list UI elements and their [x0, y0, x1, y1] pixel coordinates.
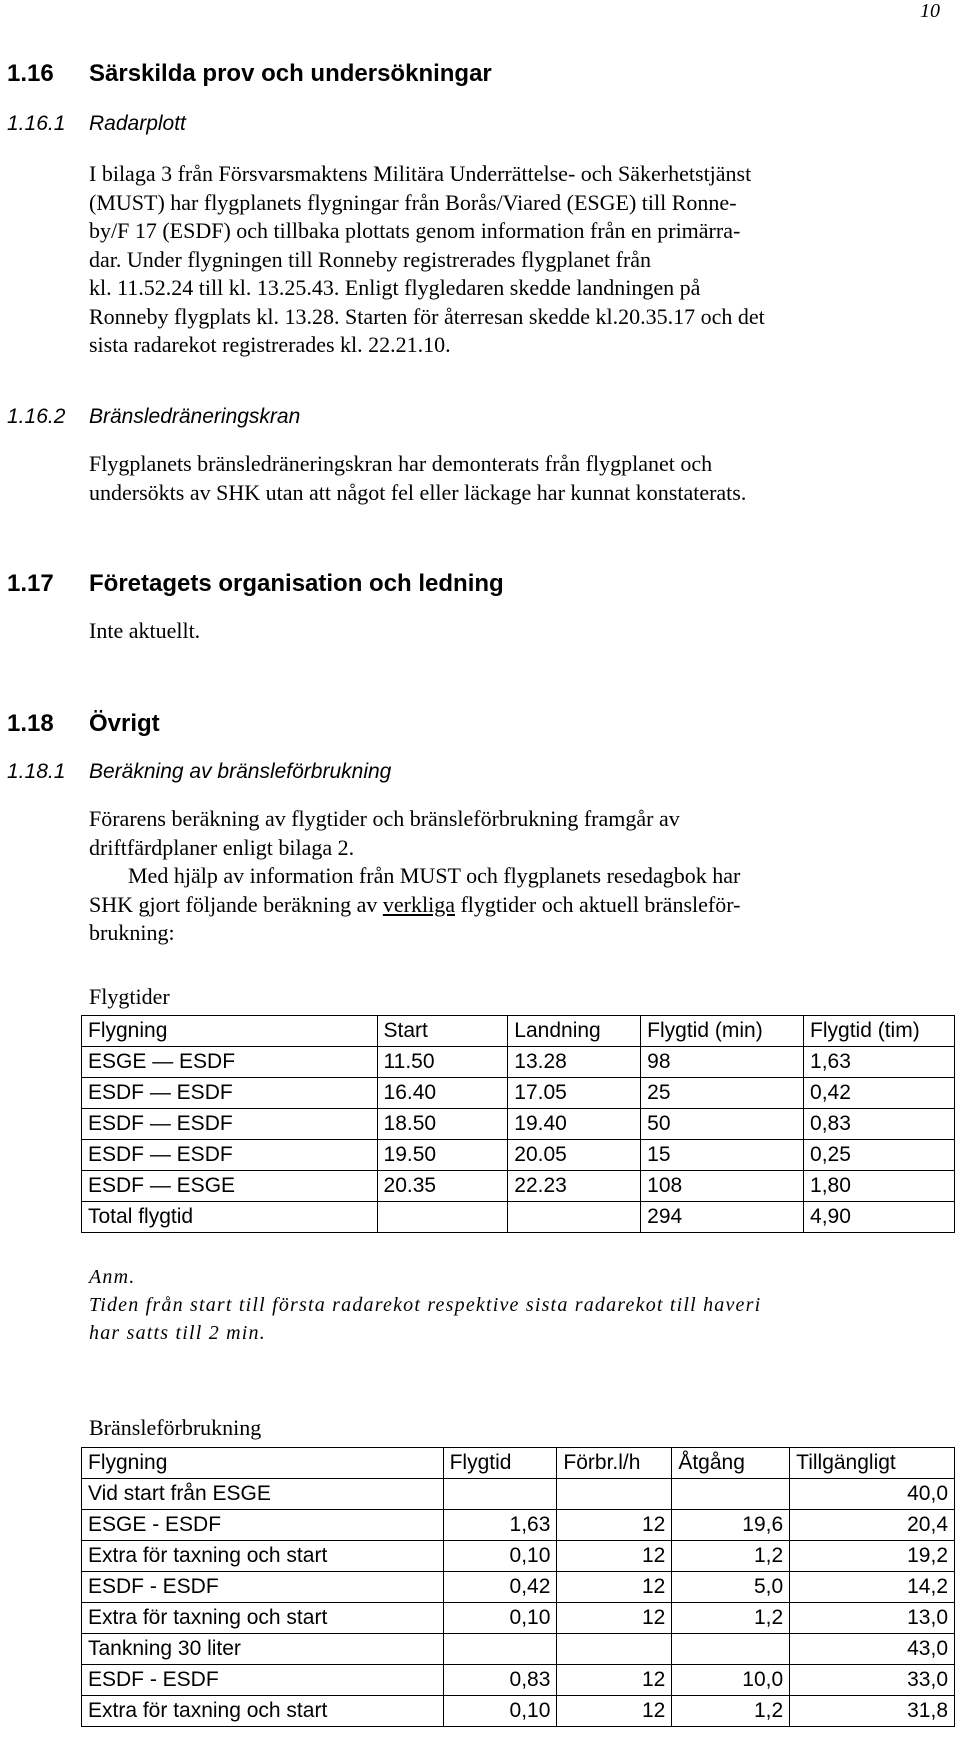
column-header: Start — [377, 1016, 508, 1047]
table-cell: ESDF - ESDF — [82, 1665, 444, 1696]
table-cell: ESDF — ESGE — [82, 1171, 378, 1202]
table-cell: 0,10 — [443, 1696, 557, 1727]
table-cell: 0,42 — [443, 1572, 557, 1603]
table-cell: 40,0 — [790, 1479, 955, 1510]
table-cell: 19,6 — [672, 1510, 790, 1541]
table-cell: Extra för taxning och start — [82, 1541, 444, 1572]
table-header-row — [82, 1448, 955, 1479]
column-header: Flygning — [82, 1448, 444, 1479]
table-cell: 1,63 — [804, 1047, 955, 1078]
table-cell: 20,4 — [790, 1510, 955, 1541]
table-cell: 19.40 — [508, 1109, 641, 1140]
bransledraneringskran-paragraph — [89, 450, 951, 507]
table-cell: 11.50 — [377, 1047, 508, 1078]
table-cell: 33,0 — [790, 1665, 955, 1696]
paragraph-line: Med hjälp av information från MUST och flygplanets resedagbok har — [128, 863, 741, 888]
table-row — [82, 1202, 955, 1233]
paragraph-line: (MUST) har flygplanets flygningar från Borås/Viared (ESGE) till Ronne- — [89, 189, 737, 215]
bransleforbrukning-caption: Bränsleförbrukning — [89, 1415, 262, 1440]
table-row — [82, 1171, 955, 1202]
section-heading-1-16 — [7, 60, 492, 88]
table-cell: ESGE — ESDF — [82, 1047, 378, 1078]
table-cell: 1,80 — [804, 1171, 955, 1202]
subsection-title: Bränsledräneringskran — [89, 405, 301, 428]
table-cell: 12 — [557, 1572, 672, 1603]
table-cell — [508, 1202, 641, 1233]
paragraph-line: Flygplanets bränsledräneringskran har demonterats från flygplanet och — [89, 451, 713, 476]
column-header: Flygtid — [443, 1448, 557, 1479]
table-cell: 1,2 — [672, 1541, 790, 1572]
subsection-heading-1-16-1 — [7, 112, 186, 136]
table-cell: 13,0 — [790, 1603, 955, 1634]
column-header: Landning — [508, 1016, 641, 1047]
text-run: flygtider och aktuell bränsleför- — [454, 891, 741, 917]
inte-aktuellt-paragraph — [89, 617, 951, 646]
page-number: 10 — [920, 0, 940, 22]
table-cell: Extra för taxning och start — [82, 1603, 444, 1634]
table-row — [82, 1510, 955, 1541]
table-row — [82, 1665, 955, 1696]
table-cell: 0,25 — [804, 1140, 955, 1171]
table-row — [82, 1479, 955, 1510]
table-cell: 43,0 — [790, 1634, 955, 1665]
table-cell: 19,2 — [790, 1541, 955, 1572]
table-cell: 20.05 — [508, 1140, 641, 1171]
table-cell: 10,0 — [672, 1665, 790, 1696]
table-cell: 12 — [557, 1603, 672, 1634]
table-cell: 0,83 — [804, 1109, 955, 1140]
table-cell: 20.35 — [377, 1171, 508, 1202]
column-header: Flygtid (min) — [641, 1016, 804, 1047]
table-row — [82, 1572, 955, 1603]
text-run: SHK gjort följande beräkning av — [89, 891, 383, 917]
table-cell: 12 — [557, 1541, 672, 1572]
paragraph-line: driftfärdplaner enligt bilaga 2. — [89, 834, 355, 860]
note-line: Tiden från start till första radarekot respektive sista radarekot till haveri — [89, 1294, 762, 1316]
table-cell: 22.23 — [508, 1171, 641, 1202]
table-cell: 1,2 — [672, 1696, 790, 1727]
table-cell — [443, 1479, 557, 1510]
table-cell: ESDF — ESDF — [82, 1140, 378, 1171]
table-header-row — [82, 1016, 955, 1047]
note-line: har satts till 2 min. — [89, 1322, 266, 1344]
column-header: Tillgängligt — [790, 1448, 955, 1479]
table-row — [82, 1603, 955, 1634]
table-cell: 0,10 — [443, 1603, 557, 1634]
table-cell: ESGE - ESDF — [82, 1510, 444, 1541]
table-cell: 4,90 — [804, 1202, 955, 1233]
section-number: 1.18 — [7, 710, 54, 737]
flygtider-table — [81, 1015, 955, 1233]
table-cell: 294 — [641, 1202, 804, 1233]
berakning-paragraph — [89, 805, 951, 948]
table-cell: ESDF — ESDF — [82, 1078, 378, 1109]
table-row — [82, 1047, 955, 1078]
paragraph-line: Inte aktuellt. — [89, 618, 201, 643]
table-cell: 0,83 — [443, 1665, 557, 1696]
flygtider-caption: Flygtider — [89, 984, 170, 1009]
table-cell: 5,0 — [672, 1572, 790, 1603]
radarplott-paragraph — [89, 160, 951, 360]
column-header: Flygtid (tim) — [804, 1016, 955, 1047]
section-heading-1-18 — [7, 710, 160, 738]
paragraph-line: by/F 17 (ESDF) och tillbaka plottats genom information från en primärra- — [89, 218, 741, 243]
section-number: 1.17 — [7, 570, 54, 597]
paragraph-line: Förarens beräkning av flygtider och bränsleförbrukning framgår av — [89, 806, 680, 831]
anm-note — [89, 1263, 761, 1347]
table-cell: 0,42 — [804, 1078, 955, 1109]
column-header: Flygning — [82, 1016, 378, 1047]
table-cell: 31,8 — [790, 1696, 955, 1727]
paragraph-line: dar. Under flygningen till Ronneby registrerades flygplanet från — [89, 246, 652, 272]
section-title: Övrigt — [89, 710, 160, 737]
table-cell: 12 — [557, 1510, 672, 1541]
table-cell — [377, 1202, 508, 1233]
table-cell: 12 — [557, 1696, 672, 1727]
section-title: Särskilda prov och undersökningar — [89, 60, 492, 87]
subsection-title: Radarplott — [89, 112, 186, 135]
bransleforbrukning-table — [81, 1447, 955, 1727]
subsection-number: 1.18.1 — [7, 760, 66, 783]
table-cell: 98 — [641, 1047, 804, 1078]
table-cell: Tankning 30 liter — [82, 1634, 444, 1665]
paragraph-line: Ronneby flygplats kl. 13.28. Starten för återresan skedde kl.20.35.17 och det — [89, 303, 765, 329]
subsection-number: 1.16.2 — [7, 405, 66, 428]
table-cell: 50 — [641, 1109, 804, 1140]
table-cell: 1,63 — [443, 1510, 557, 1541]
paragraph-line: undersökts av SHK utan att något fel eller läckage har kunnat konstaterats. — [89, 479, 747, 505]
table-row — [82, 1541, 955, 1572]
subsection-heading-1-16-2 — [7, 405, 300, 429]
paragraph-line: brukning: — [89, 920, 175, 945]
table-cell: 17.05 — [508, 1078, 641, 1109]
table-cell: Vid start från ESGE — [82, 1479, 444, 1510]
table-cell: 15 — [641, 1140, 804, 1171]
table-cell: 12 — [557, 1665, 672, 1696]
table-row — [82, 1696, 955, 1727]
table-cell: 13.28 — [508, 1047, 641, 1078]
column-header: Förbr.l/h — [557, 1448, 672, 1479]
paragraph-line: sista radarekot registrerades kl. 22.21.10. — [89, 332, 451, 357]
table-cell — [557, 1479, 672, 1510]
paragraph-line: kl. 11.52.24 till kl. 13.25.43. Enligt flygledaren skedde landningen på — [89, 275, 701, 300]
table-cell — [557, 1634, 672, 1665]
table-cell: 16.40 — [377, 1078, 508, 1109]
note-label: Anm. — [89, 1266, 136, 1288]
table-row — [82, 1140, 955, 1171]
table-cell: Total flygtid — [82, 1202, 378, 1233]
table-cell — [672, 1634, 790, 1665]
subsection-title: Beräkning av bränsleförbrukning — [89, 760, 392, 783]
section-number: 1.16 — [7, 60, 54, 87]
table-cell: ESDF — ESDF — [82, 1109, 378, 1140]
table-row — [82, 1109, 955, 1140]
table-cell: 18.50 — [377, 1109, 508, 1140]
section-heading-1-17 — [7, 570, 504, 598]
table-row — [82, 1078, 955, 1109]
table-cell: ESDF - ESDF — [82, 1572, 444, 1603]
table-cell: 14,2 — [790, 1572, 955, 1603]
table-cell: 25 — [641, 1078, 804, 1109]
table-cell — [672, 1479, 790, 1510]
subsection-heading-1-18-1 — [7, 760, 391, 784]
table-cell — [443, 1634, 557, 1665]
column-header: Åtgång — [672, 1448, 790, 1479]
table-cell: 1,2 — [672, 1603, 790, 1634]
paragraph-line: I bilaga 3 från Försvarsmaktens Militära Underrättelse- och Säkerhetstjänst — [89, 161, 752, 186]
paragraph-line — [89, 891, 951, 920]
table-cell: 0,10 — [443, 1541, 557, 1572]
table-cell: 19.50 — [377, 1140, 508, 1171]
underlined-word: verkliga — [382, 891, 455, 917]
subsection-number: 1.16.1 — [7, 112, 66, 135]
table-cell: Extra för taxning och start — [82, 1696, 444, 1727]
table-cell: 108 — [641, 1171, 804, 1202]
table-row — [82, 1634, 955, 1665]
section-title: Företagets organisation och ledning — [89, 570, 504, 597]
